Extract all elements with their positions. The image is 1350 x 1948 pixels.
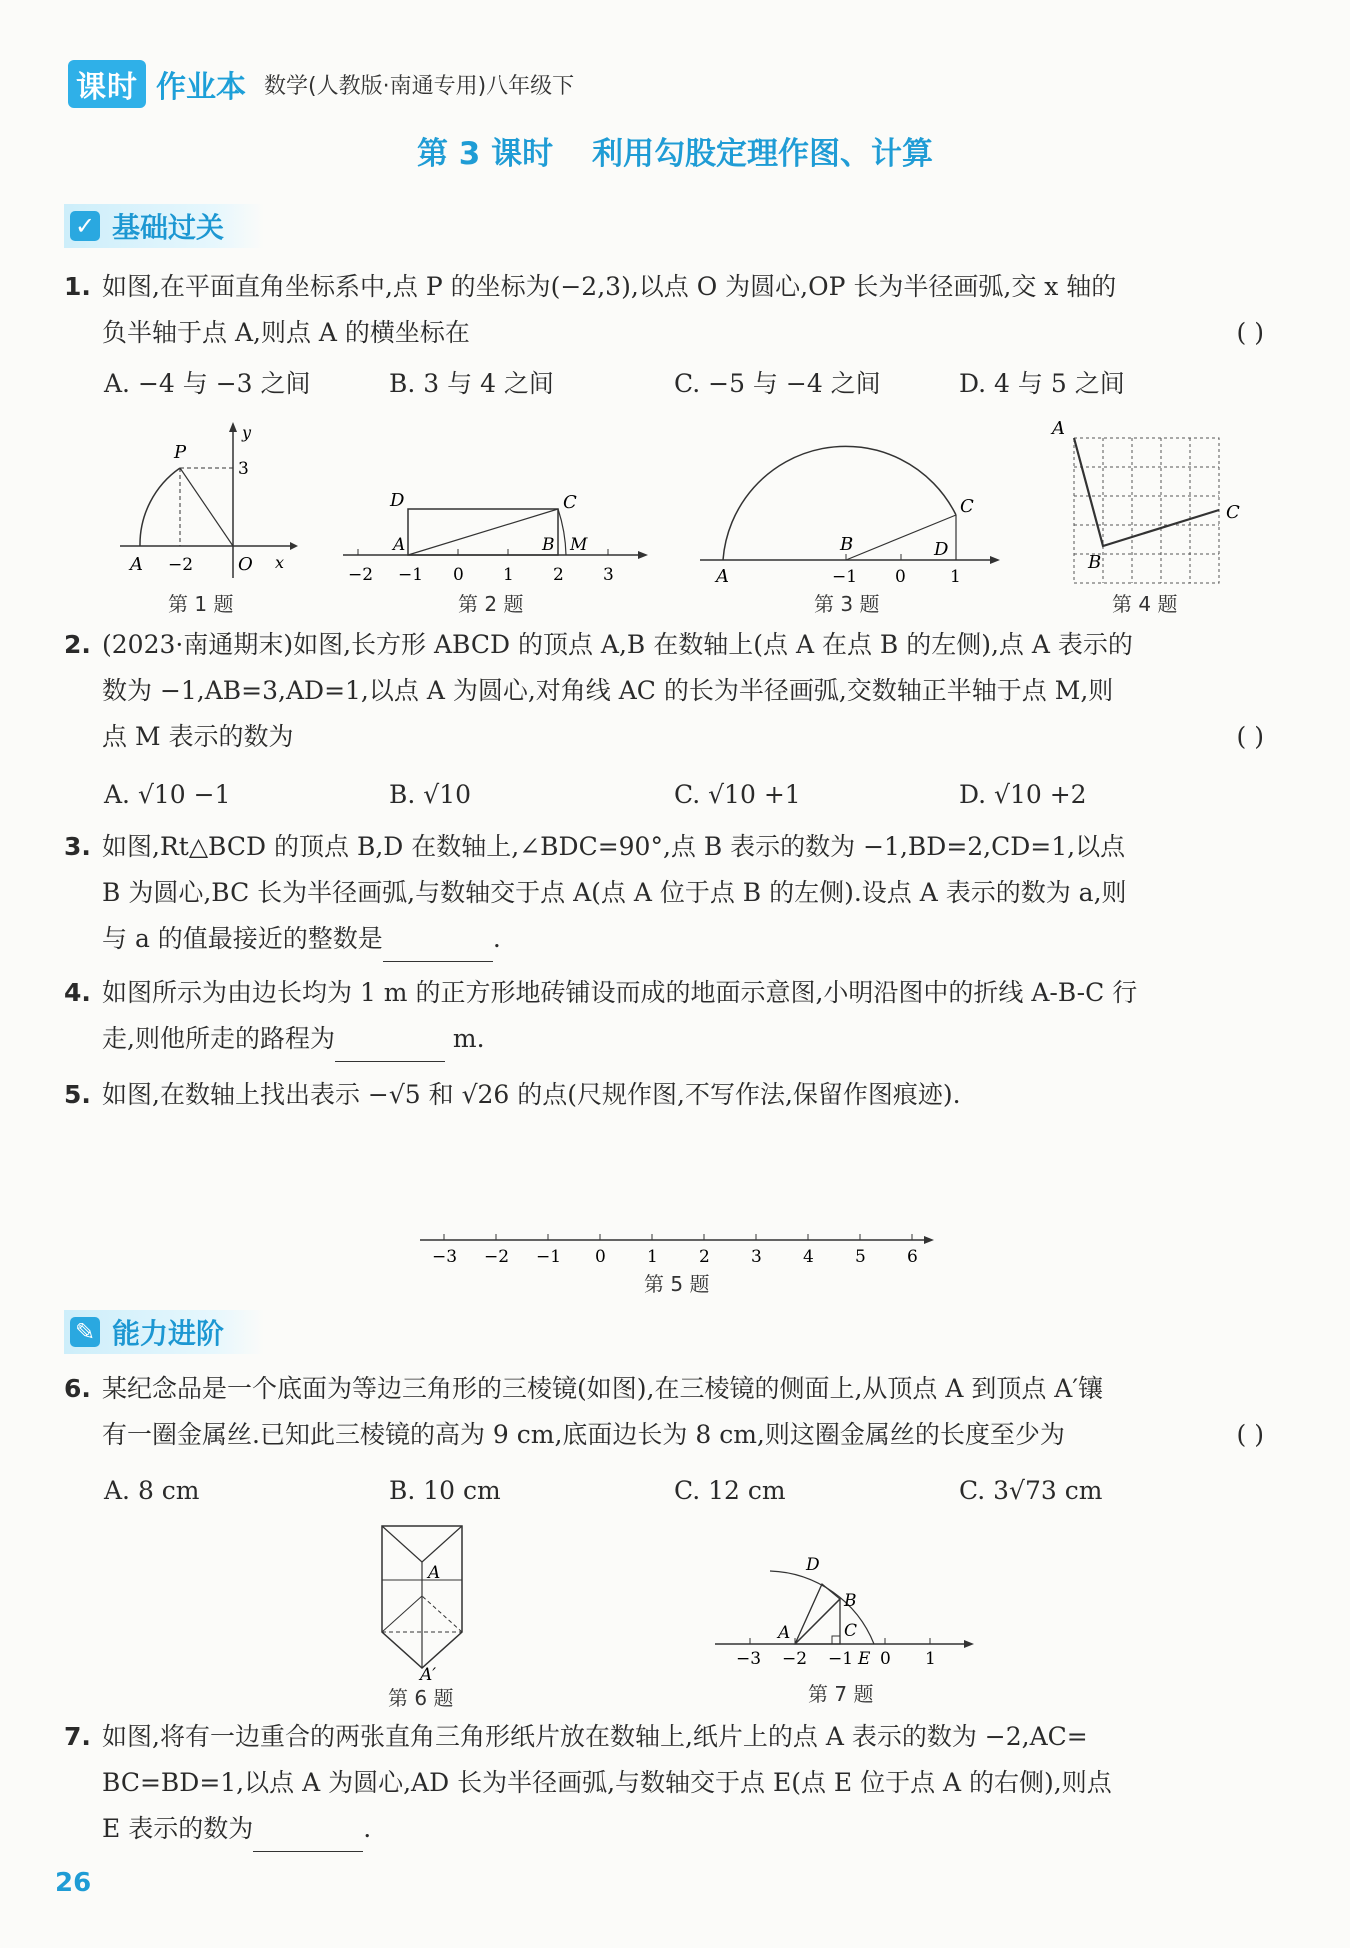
question-text: 负半轴于点 A,则点 A 的横坐标在 [102, 318, 470, 347]
q1-options [104, 364, 1264, 400]
option-c[interactable]: C. 12 cm [674, 1476, 786, 1505]
q6-options [104, 1476, 1264, 1505]
question-4 [64, 970, 1264, 1062]
tick-label: 2 [553, 565, 564, 585]
punctuation: . [363, 1814, 372, 1843]
tick-label: 5 [855, 1247, 866, 1266]
tick-label: −1 [828, 1649, 854, 1669]
section-title: 能力进阶 [112, 1317, 225, 1350]
question-text: 如图所示为由边长均为 1 m 的正方形地砖铺设而成的地面示意图,小明沿图中的折线 A-B-C 行 [102, 978, 1138, 1007]
tick-label: −1 [536, 1247, 562, 1266]
question-text: BC=BD=1,以点 A 为圆心,AD 长为半径画弧,与数轴交于点 E(点 E 位于点 A 的右侧),则点 [102, 1768, 1112, 1797]
question-number: 1. [64, 272, 91, 301]
punctuation: . [492, 924, 501, 953]
point-b-label: B [1088, 552, 1102, 573]
tick-label: 3 [603, 565, 614, 585]
tick-label: −1 [398, 565, 424, 585]
question-text: (2023·南通期末)如图,长方形 ABCD 的顶点 A,B 在数轴上(点 A 在点 B 的左侧),点 A 表示的 [102, 630, 1133, 659]
figure-2-caption: 第 2 题 [458, 592, 524, 616]
point-b-label: B [840, 534, 854, 555]
point-a-label: A [716, 566, 729, 587]
option-b[interactable]: B. 10 cm [389, 1476, 501, 1505]
question-number: 7. [64, 1722, 91, 1751]
figure-6-prism [370, 1520, 480, 1680]
pencil-icon: ✎ [70, 1317, 100, 1347]
point-d-label: D [934, 539, 949, 560]
point-c-label: C [844, 1621, 858, 1641]
tick-label: −3 [736, 1649, 762, 1669]
tick-label: −2 [348, 565, 374, 585]
tick-label: −1 [832, 567, 858, 587]
question-3 [64, 824, 1264, 962]
tick-label: −2 [484, 1247, 510, 1266]
question-text: 如图,在数轴上找出表示 −√5 和 √26 的点(尺规作图,不写作法,保留作图痕迹). [102, 1080, 961, 1109]
origin-label: O [238, 554, 253, 575]
tick-label: 0 [595, 1247, 606, 1266]
question-text: 如图,Rt△BCD 的顶点 B,D 在数轴上,∠BDC=90°,点 B 表示的数为 −1,BD=2,CD=1,以点 [102, 832, 1126, 861]
answer-paren: ( ) [1236, 722, 1264, 751]
book-subtitle: 数学(人教版·南通专用)八年级下 [264, 73, 575, 99]
point-a-label: A [778, 1623, 791, 1643]
point-a-label: A [130, 554, 143, 575]
lesson-topic: 利用勾股定理作图、计算 [591, 136, 933, 172]
tick-neg2-label: −2 [168, 555, 194, 575]
question-text: 有一圈金属丝.已知此三棱镜的高为 9 cm,底面边长为 8 cm,则这圈金属丝的长度至少为 [102, 1420, 1065, 1449]
question-text: 如图,将有一边重合的两张直角三角形纸片放在数轴上,纸片上的点 A 表示的数为 −2,AC= [102, 1722, 1088, 1751]
section-advanced [64, 1310, 264, 1354]
figure-7-caption: 第 7 题 [808, 1682, 874, 1706]
option-b[interactable]: B. √10 [389, 780, 472, 809]
option-a[interactable]: A. −4 与 −3 之间 [104, 369, 311, 398]
point-p-label: P [174, 442, 187, 463]
question-number: 6. [64, 1374, 91, 1403]
brand-name: 作业本 [156, 70, 246, 105]
option-c[interactable]: C. −5 与 −4 之间 [674, 369, 881, 398]
point-a-label: A [428, 1563, 441, 1583]
answer-blank[interactable] [335, 1031, 445, 1062]
tick-label: 6 [907, 1247, 918, 1266]
figure-3 [698, 432, 1008, 592]
tick-label: 1 [503, 565, 514, 585]
tick-label: 1 [925, 1649, 936, 1669]
option-a[interactable]: A. √10 −1 [104, 780, 231, 809]
point-a-label: A [393, 535, 406, 555]
figure-1-caption: 第 1 题 [168, 592, 234, 616]
figure-2 [338, 480, 650, 590]
question-7 [64, 1714, 1264, 1852]
tick-label: 1 [950, 567, 961, 587]
question-text: 如图,在平面直角坐标系中,点 P 的坐标为(−2,3),以点 O 为圆心,OP 长为半径画弧,交 x 轴的 [102, 272, 1117, 301]
question-text: 某纪念品是一个底面为等边三角形的三棱镜(如图),在三棱镜的侧面上,从顶点 A 到顶点 A′镶 [102, 1374, 1104, 1403]
tick-label: 0 [895, 567, 906, 587]
point-d-label: D [390, 490, 405, 511]
answer-paren: ( ) [1236, 1420, 1264, 1449]
book-header [68, 60, 574, 108]
tick-label: 3 [751, 1247, 762, 1266]
tick-label: 0 [453, 565, 464, 585]
question-number: 4. [64, 978, 91, 1007]
tick-label: 1 [647, 1247, 658, 1266]
figure-6-caption: 第 6 题 [388, 1686, 454, 1710]
point-c-label: C [563, 492, 577, 513]
figure-4-caption: 第 4 题 [1112, 592, 1178, 616]
question-text: 点 M 表示的数为 [102, 722, 294, 751]
question-number: 3. [64, 832, 91, 861]
brand-logo: 课时 [68, 60, 146, 108]
point-b-label: B [542, 535, 555, 555]
point-c-label: C [960, 496, 974, 517]
point-c-label: C [1226, 502, 1240, 523]
point-a-prime-label: A′ [420, 1665, 437, 1680]
figure-7 [710, 1536, 980, 1676]
point-b-label: B [844, 1591, 857, 1611]
question-2 [64, 622, 1264, 760]
option-d[interactable]: D. 4 与 5 之间 [959, 369, 1125, 398]
option-c[interactable]: C. √10 +1 [674, 780, 801, 809]
option-b[interactable]: B. 3 与 4 之间 [389, 369, 554, 398]
answer-paren: ( ) [1236, 318, 1264, 347]
tick-label: −3 [432, 1247, 458, 1266]
axis-y-label: y [242, 423, 252, 442]
figure-5-caption: 第 5 题 [644, 1272, 710, 1296]
question-text: 数为 −1,AB=3,AD=1,以点 A 为圆心,对角线 AC 的长为半径画弧,交数轴正半轴于点 M,则 [102, 676, 1114, 705]
axis-x-label: x [275, 553, 285, 572]
tick-label: 4 [803, 1247, 814, 1266]
lesson-title [0, 128, 1350, 173]
figure-5-number-line [418, 1226, 938, 1266]
section-title: 基础过关 [112, 211, 225, 244]
answer-blank[interactable] [253, 1821, 363, 1852]
answer-blank[interactable] [383, 931, 493, 962]
figure-4 [1048, 418, 1248, 590]
point-a-label: A [1052, 418, 1065, 439]
tick-label: 0 [880, 1649, 891, 1669]
option-d[interactable]: C. 3√73 cm [959, 1476, 1103, 1505]
figure-1 [110, 418, 300, 588]
section-basic [64, 204, 264, 248]
point-d-label: D [806, 1555, 820, 1575]
question-5 [64, 1072, 1264, 1118]
tick-3-label: 3 [238, 459, 249, 479]
tick-label: −2 [782, 1649, 808, 1669]
q2-options [104, 780, 1264, 809]
lesson-number: 第 3 课时 [417, 136, 554, 172]
question-text: B 为圆心,BC 长为半径画弧,与数轴交于点 A(点 A 位于点 B 的左侧).设点 A 表示的数为 a,则 [102, 878, 1127, 907]
page-number: 26 [55, 1868, 92, 1898]
point-e-label: E [858, 1649, 871, 1669]
option-d[interactable]: D. √10 +2 [959, 780, 1087, 809]
question-text: 走,则他所走的路程为 [102, 1024, 335, 1053]
question-number: 5. [64, 1080, 91, 1109]
unit-text: m. [452, 1024, 485, 1053]
option-a[interactable]: A. 8 cm [104, 1476, 200, 1505]
tick-label: 2 [699, 1247, 710, 1266]
question-number: 2. [64, 630, 91, 659]
question-text: E 表示的数为 [102, 1814, 254, 1843]
question-1 [64, 264, 1264, 356]
question-text: 与 a 的值最接近的整数是 [102, 924, 383, 953]
checkmark-icon: ✓ [70, 211, 100, 241]
figure-3-caption: 第 3 题 [814, 592, 880, 616]
question-6 [64, 1366, 1264, 1458]
point-m-label: M [570, 535, 588, 555]
